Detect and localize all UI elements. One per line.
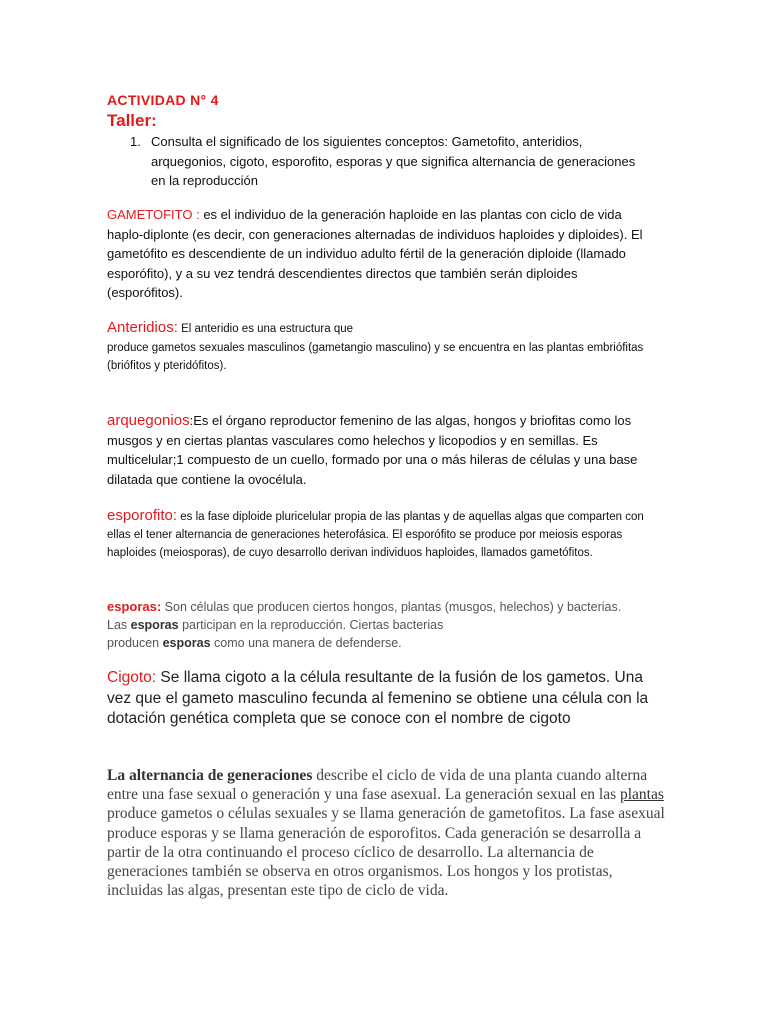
term-alternancia: La alternancia de generaciones (107, 767, 313, 784)
section-gametofito (107, 205, 652, 303)
term-arquegonios: arquegonios (107, 412, 190, 429)
definition-anteridios-continued: produce gametos sexuales masculinos (gametangio masculino) y se encuentra en las plantas embriófitas (briófitos y pteridófitos). (107, 341, 644, 372)
definition-anteridios: El anteridio es una estructura que (177, 323, 354, 335)
definition-arquegonios: :Es el órgano reproductor femenino de las algas, hongos y briofitas como los musgos y en ciertas plantas vasculares como helechos y licopodios y en semillas. Es multicelular;1 compuesto de un cuello, formado por una o más hileras de células y una base dilatada que contiene la ovocélula. (107, 413, 638, 487)
plantas-link[interactable]: plantas (619, 786, 664, 804)
definition-esporofito: es la fase diploide pluricelular propia de las plantas y de aquellas algas que comparten con ellas el tener alternancia de generaciones heterofásica. El esporófito se produce por meiosis esporas haploides (meiosporas), de cuyo desarrollo derivan individuos haploides, llamados gametófitos. (107, 511, 644, 559)
task-list (130, 132, 650, 191)
term-cigoto: Cigoto: (107, 669, 157, 686)
term-esporofito: esporofito: (107, 507, 178, 524)
esporas-bold-2: esporas (162, 636, 211, 650)
task-text: Consulta el significado de los siguientes conceptos: Gametofito, anteridios, arquegonios, cigoto, esporofito, esporas y que significa alternancia de generaciones en la reproducción (151, 134, 636, 188)
section-alternancia (107, 766, 667, 900)
term-anteridios: Anteridios: (107, 319, 178, 336)
section-anteridios (107, 319, 657, 376)
esporas-text-1: Son células que producen ciertos hongos, plantas (musgos, helechos) y bacterias. Las (107, 600, 622, 632)
term-gametofito: GAMETOFITO : (107, 207, 200, 222)
section-esporas (107, 598, 637, 652)
esporas-text-4: como una manera de defenderse. (210, 636, 402, 650)
esporas-text-3: producen (107, 636, 163, 650)
term-esporas: esporas: (107, 599, 162, 614)
definition-cigoto: Se llama cigoto a la célula resultante de la fusión de los gametos. Una vez que el gameto masculino fecunda al femenino se obtiene una célula con la dotación genética completa que se conoce con el nombre de cigoto (107, 669, 649, 727)
workshop-heading: Taller: (107, 111, 157, 130)
task-number: 1. (130, 134, 141, 149)
esporas-bold-1: esporas (130, 618, 179, 632)
section-cigoto (107, 668, 667, 730)
activity-title: ACTIVIDAD N° 4 (107, 92, 219, 108)
task-item (130, 132, 650, 191)
alternancia-text-1: describe el ciclo de vida de una planta cuando alterna entre una fase sexual o generación y una fase asexual. La generación sexual en las (107, 767, 648, 804)
alternancia-text-2: produce gametos o células sexuales y se llama generación de gametofitos. La fase asexual produce esporas y se llama generación de esporofitos. Cada generación se desarrolla a partir de la otra continuando el proceso cíclico de desarrollo. La alternancia de generaciones también se observa en otros organismos. Los hongos y los protistas, incluidas las algas, presentan este tipo de ciclo de vida. (107, 805, 665, 900)
section-arquegonios (107, 411, 657, 489)
definition-gametofito: es el individuo de la generación haploide en las plantas con ciclo de vida haplo-diplonte (es decir, con generaciones alternadas de individuos haploides y diploides). El gametófito es descendiente de un individuo adulto fértil de la generación diploide (llamado esporófito), y a su vez tendrá descendientes directos que también serán diploides (esporófitos). (107, 207, 643, 300)
esporas-text-2: participan en la reproducción. Ciertas bacterias (178, 618, 444, 632)
section-esporofito (107, 507, 652, 562)
